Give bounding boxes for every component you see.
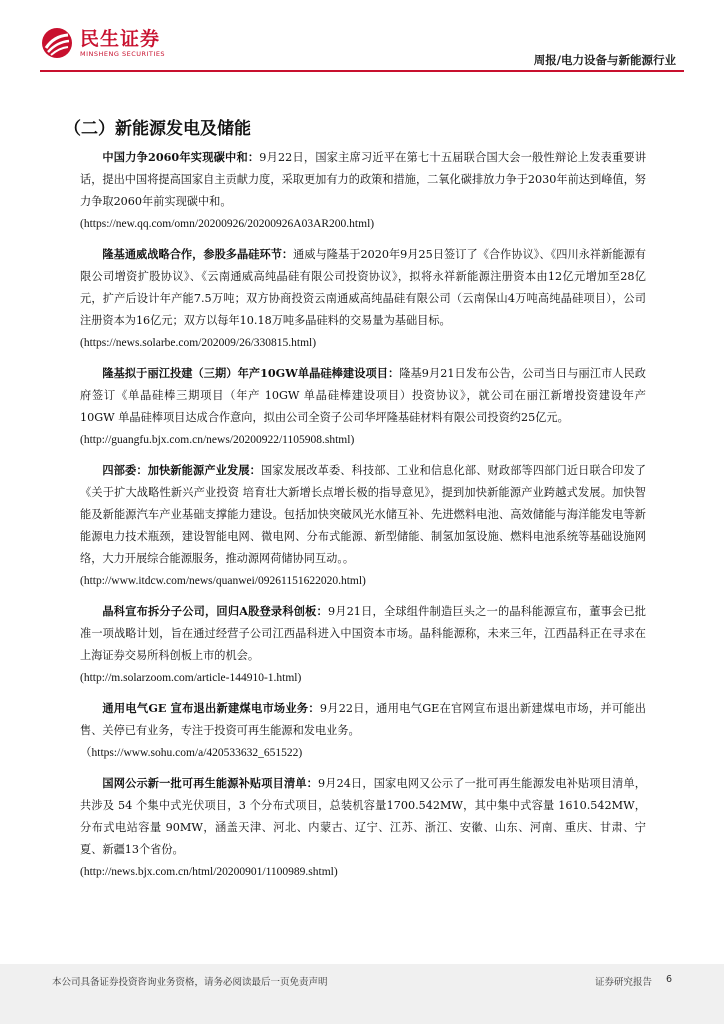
news-headline: 晶科宣布拆分子公司，回归A股登录科创板： — [102, 604, 328, 618]
report-type: 周报/电力设备与新能源行业 — [533, 53, 676, 67]
news-source-link[interactable]: (https://news.solarbe.com/202009/26/330815.html) — [80, 337, 317, 349]
news-body: 9月22日，通用电气GE在官网宣布退出新建煤电市场，并可能出售、关停已有业务，专注于投资可再生能源和发电业务。 — [80, 702, 646, 737]
news-body: 通威与隆基于2020年9月25日签订了《合作协议》、《四川永祥新能源有限公司增资扩股协议》、《云南通威高纯晶硅有限公司投资协议》，拟将永祥新能源注册资本由12亿元增加至28亿元，扩产后设计年产能7.5万吨；双方协商投资云南通威高纯晶硅有限公司（云南保山4万吨高纯晶硅项目），公司注册资本为16亿元；双方以每年10.18万吨多晶硅料的交易量为基础目标。 — [80, 248, 646, 327]
news-item — [80, 600, 646, 689]
news-headline: 隆基通威战略合作，参股多晶硅环节： — [102, 247, 294, 261]
company-logo — [40, 26, 165, 60]
news-item — [80, 772, 646, 883]
news-source-link[interactable]: (http://www.itdcw.com/news/quanwei/09261151622020.html) — [80, 575, 366, 587]
news-item — [80, 459, 646, 592]
news-body: 隆基9月21日发布公告，公司当日与丽江市人民政府签订《单晶硅棒三期项目（年产 10GW 单晶硅棒建设项目）投资协议》，就公司在丽江新增投资建设年产 10GW 单晶硅棒项目达成合作意向，拟由公司全资子公司华坪隆基硅材料有限公司投资约25亿元。 — [80, 367, 646, 424]
news-body: 9月21日，全球组件制造巨头之一的晶科能源宣布，董事会已批准一项战略计划，旨在通过经营子公司江西晶科进入中国资本市场。晶科能源称，未来三年，江西晶科正在寻求在上海证券交易所科创板上市的机会。 — [80, 605, 646, 662]
news-source-link[interactable]: (https://new.qq.com/omn/20200926/20200926A03AR200.html) — [80, 218, 375, 230]
page-footer — [0, 964, 724, 1024]
minsheng-logo-icon — [40, 26, 74, 60]
news-paragraph — [80, 600, 646, 667]
news-headline: 隆基拟于丽江投建（三期）年产10GW单晶硅棒建设项目： — [102, 366, 400, 380]
news-headline: 国网公示新一批可再生能源补贴项目清单： — [102, 776, 319, 790]
section-title: （二）新能源发电及储能 — [64, 119, 251, 139]
news-body: 9月24日，国家电网又公示了一批可再生能源发电补贴项目清单，共涉及 54 个集中式光伏项目，3 个分布式项目，总装机容量1700.542MW，其中集中式容量 1610.542MW，分布式电站容量 90MW，涵盖天津、河北、内蒙古、辽宁、江苏、浙江、安徽、山东、河南、重庆、甘肃、宁夏、新疆13个省份。 — [80, 777, 646, 856]
news-paragraph — [80, 146, 646, 213]
header-divider — [40, 70, 684, 72]
page-header — [0, 0, 724, 80]
news-source-link[interactable]: (http://m.solarzoom.com/article-144910-1.html) — [80, 672, 302, 684]
page-number: 6 — [665, 974, 672, 985]
news-item — [80, 146, 646, 235]
news-item — [80, 362, 646, 451]
footer-disclaimer: 本公司具备证券投资咨询业务资格，请务必阅读最后一页免责声明 — [52, 977, 328, 988]
news-list — [80, 146, 646, 891]
news-paragraph — [80, 362, 646, 429]
news-body: 国家发展改革委、科技部、工业和信息化部、财政部等四部门近日联合印发了《关于扩大战略性新兴产业投资 培育壮大新增长点增长极的指导意见》，提到加快新能源产业跨越式发展。加快智能及新能源汽车产业基础支撑能力建设。包括加快突破风光水储互补、先进燃料电池、高效储能与海洋能发电等新能源电力技术瓶颈，建设智能电网、微电网、分布式能源、新型储能、制氢加氢设施、燃料电池系统等基础设施网络，大力开展综合能源服务，推动源网荷储协同互动。。 — [80, 464, 646, 565]
news-paragraph — [80, 697, 646, 742]
logo-english-name: MINSHENG SECURITIES — [80, 50, 166, 58]
news-item — [80, 243, 646, 354]
news-headline: 中国力争2060年实现碳中和： — [102, 150, 260, 164]
logo-chinese-name: 民生证券 — [80, 28, 161, 50]
news-paragraph — [80, 243, 646, 332]
news-source-link[interactable]: (http://news.bjx.com.cn/html/20200901/1100989.shtml) — [80, 866, 338, 878]
news-headline: 四部委：加快新能源产业发展： — [102, 463, 261, 477]
footer-right — [595, 974, 672, 988]
footer-report-label: 证券研究报告 — [594, 977, 652, 988]
news-source-link[interactable]: (http://guangfu.bjx.com.cn/news/20200922/1105908.shtml) — [80, 434, 355, 446]
news-body: 9月22日，国家主席习近平在第七十五届联合国大会一般性辩论上发表重要讲话，提出中国将提高国家自主贡献力度，采取更加有力的政策和措施，二氧化碳排放力争于2030年前达到峰值，努力争取2060年前实现碳中和。 — [80, 151, 647, 208]
news-paragraph — [80, 772, 646, 861]
news-paragraph — [80, 459, 646, 570]
news-source-link[interactable]: （https://www.sohu.com/a/420533632_651522) — [80, 747, 303, 759]
news-item — [80, 697, 646, 764]
news-headline: 通用电气GE 宣布退出新建煤电市场业务： — [102, 701, 320, 715]
